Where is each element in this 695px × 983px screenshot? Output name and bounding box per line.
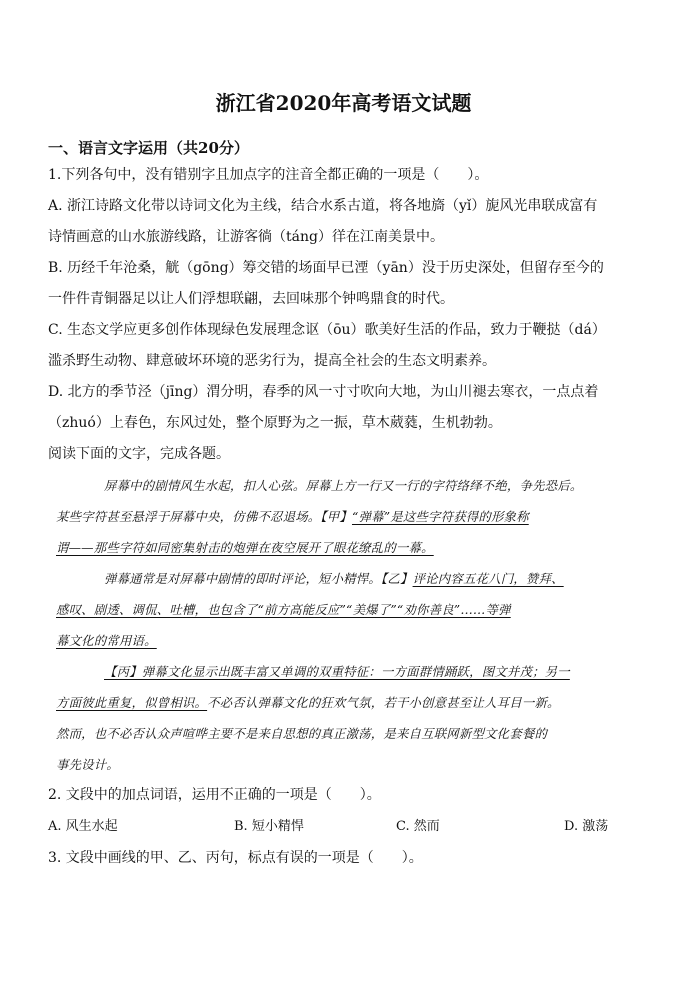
option-d-line-2: （zhuó）上春色，东风过处，整个原野为之一振，草木葳蕤，生机勃勃。 <box>48 415 502 431</box>
question-2-options <box>48 811 639 843</box>
underlined-sentence-jia: “弹幕”是这些字符获得的形象称 <box>351 509 529 524</box>
question-2-option-b: B. 短小精悍 <box>234 819 304 834</box>
passage-text: 某些字符甚至悬浮于屏幕中央，仿佛不忍退场。【甲】 <box>56 509 352 524</box>
question-1-stem: 1.下列各句中，没有错别字且加点字的注音全都正确的一项是（ ）。 <box>48 167 489 183</box>
underlined-sentence-yi-cont: 感叹、剧透、调侃、吐槽，也包含了“前方高能反应”“美爆了”“劝你善良”……等弹 <box>56 602 511 617</box>
passage-line: 然而，也不必否认众声喧哗主要不是来自思想的真正激荡，是来自互联网新型文化套餐的 <box>56 726 548 741</box>
question-2-option-c: C. 然而 <box>396 819 440 834</box>
reading-passage <box>48 470 639 780</box>
question-2-option-a: A. 风生水起 <box>48 819 118 834</box>
underlined-sentence-bing: 【丙】弹幕文化显示出既丰富又单调的双重特征：一方面群情踊跃，图文并茂；另一 <box>104 664 570 679</box>
question-2-option-d: D. 激荡 <box>564 819 609 834</box>
option-a-line-2: 诗情画意的山水旅游线路，让游客徜（táng）徉在江南美景中。 <box>48 229 444 245</box>
underlined-sentence-yi-end: 幕文化的常用语。 <box>56 633 157 648</box>
passage-line <box>48 501 639 532</box>
reading-instruction: 阅读下面的文字，完成各题。 <box>48 446 230 462</box>
passage-line <box>48 563 639 594</box>
option-a-line-1: A. 浙江诗路文化带以诗词文化为主线，结合水系古道，将各地旖（yǐ）旎风光串联成富有 <box>48 198 598 214</box>
question-2-stem: 2. 文段中的加点词语，运用不正确的一项是（ ）。 <box>48 787 381 803</box>
passage-text: 弹幕通常是对屏幕中剧情的即时评论，短小精悍。【乙】 <box>104 571 413 586</box>
option-d-line-1: D. 北方的季节泾（jīng）渭分明，春季的风一寸寸吹向大地，为山川褪去寒衣，一点点着 <box>48 384 599 400</box>
option-b-line-1: B. 历经千年沧桑，觥（gōng）筹交错的场面早已湮（yān）没于历史深处，但留存至今的 <box>48 260 604 276</box>
question-3-stem: 3. 文段中画线的甲、乙、丙句，标点有误的一项是（ ）。 <box>48 850 423 866</box>
page-title: 浙江省2020年高考语文试题 <box>215 91 472 115</box>
section-heading: 一、语言文字运用（共20分） <box>48 139 249 157</box>
option-b-line-2: 一件件青铜器足以让人们浮想联翩，去回味那个钟鸣鼎食的时代。 <box>48 291 454 307</box>
underlined-sentence-jia-cont: 谓——那些字符如同密集射击的炮弹在夜空展开了眼花缭乱的一幕。 <box>56 540 434 555</box>
passage-text: 不必否认弹幕文化的狂欢气氛，若干小创意甚至让人耳目一新。 <box>207 695 560 710</box>
underlined-sentence-bing-end: 方面彼此重复，似曾相识。 <box>56 695 208 710</box>
option-c-line-2: 滥杀野生动物、肆意破坏环境的恶劣行为，提高全社会的生态文明素养。 <box>48 353 496 369</box>
passage-line <box>48 687 639 718</box>
passage-line: 事先设计。 <box>56 757 119 772</box>
underlined-sentence-yi: 评论内容五花八门，赞拜、 <box>412 571 564 586</box>
passage-line: 屏幕中的剧情风生水起，扣人心弦。屏幕上方一行又一行的字符络绎不绝，争先恐后。 <box>104 478 583 493</box>
option-c-line-1: C. 生态文学应更多创作体现绿色发展理念讴（ōu）歌美好生活的作品，致力于鞭挞（dá） <box>48 322 606 338</box>
